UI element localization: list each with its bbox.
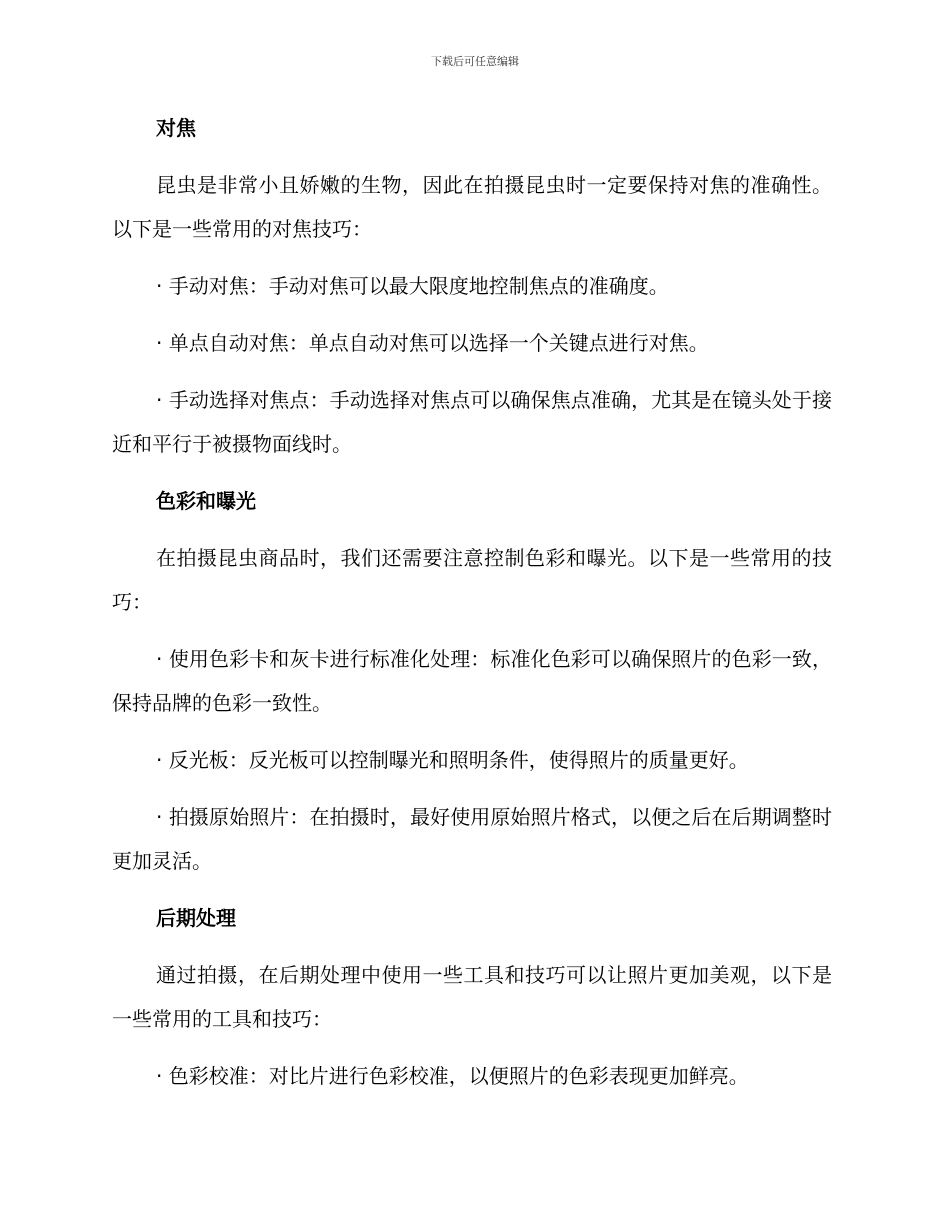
document-body [112,106,832,1111]
bullet-reflector: · 反光板：反光板可以控制曝光和照明条件，使得照片的质量更好。 [156,748,749,772]
bullet-single-point-af: · 单点自动对焦：单点自动对焦可以选择一个关键点进行对焦。 [156,331,709,355]
bullet-raw-photos: · 拍摄原始照片：在拍摄时，最好使用原始照片格式，以便之后在后期调整时更加灵活。 [112,805,832,873]
bullet-color-card: · 使用色彩卡和灰卡进行标准化处理：标准化色彩可以确保照片的色彩一致，保持品牌的色彩一致性。 [112,647,832,715]
paragraph-post-intro: 通过拍摄，在后期处理中使用一些工具和技巧可以让照片更加美观，以下是一些常用的工具和技巧： [112,963,832,1031]
bullet-color-calibration: · 色彩校准：对比片进行色彩校准，以便照片的色彩表现更加鲜亮。 [156,1064,749,1088]
bullet-manual-focus-point: · 手动选择对焦点：手动选择对焦点可以确保焦点准确，尤其是在镜头处于接近和平行于被摄物面线时。 [112,388,832,456]
section-heading-color-exposure: 色彩和曝光 [156,489,256,513]
bullet-manual-focus: · 手动对焦：手动对焦可以最大限度地控制焦点的准确度。 [156,274,669,298]
paragraph-color-intro: 在拍摄昆虫商品时，我们还需要注意控制色彩和曝光。以下是一些常用的技巧： [112,546,832,614]
page-header: 下载后可任意编辑 [431,55,519,68]
paragraph-focus-intro: 昆虫是非常小且娇嫩的生物，因此在拍摄昆虫时一定要保持对焦的准确性。以下是一些常用的对焦技巧： [112,173,832,241]
section-heading-post-processing: 后期处理 [156,906,236,930]
section-heading-focus: 对焦 [156,116,196,140]
